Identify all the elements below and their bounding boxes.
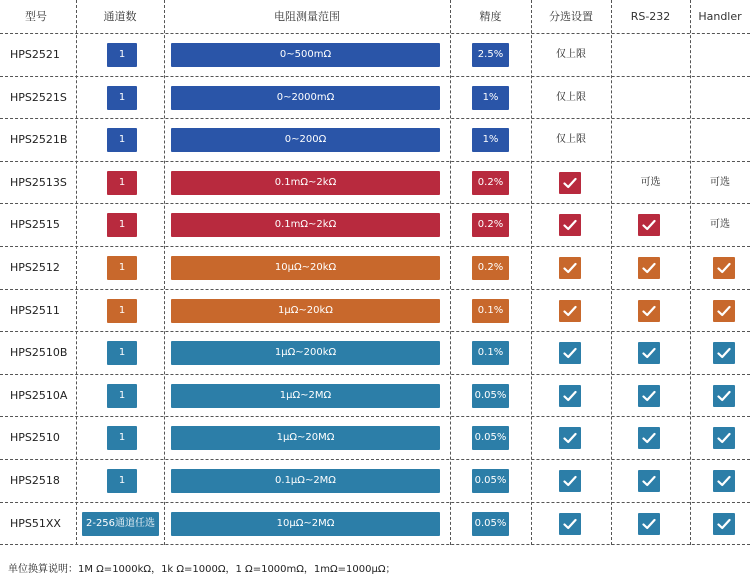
table-row	[0, 204, 750, 246]
unit-conversion-note: 单位换算说明：1M Ω=1000kΩ，1k Ω=1000Ω，1 Ω=1000mΩ，1mΩ=1000μΩ；	[8, 564, 396, 575]
row-divider	[0, 76, 750, 77]
checkmark-icon	[642, 262, 656, 274]
range-bar: 10μΩ~2MΩ	[171, 512, 440, 536]
range-bar: 1μΩ~2MΩ	[171, 384, 440, 408]
accuracy-badge: 0.05%	[472, 426, 509, 450]
accuracy-badge: 0.05%	[472, 384, 509, 408]
checkmark-icon	[563, 518, 577, 530]
header-range: 电阻测量范围	[274, 10, 340, 23]
accuracy-badge: 0.1%	[472, 299, 509, 323]
model-name: HPS2510	[10, 431, 60, 445]
model-name: HPS2513S	[10, 175, 67, 189]
checkmark-icon	[642, 390, 656, 402]
range-bar: 0~2000mΩ	[171, 86, 440, 110]
model-name: HPS2511	[10, 303, 60, 317]
channel-count-badge: 1	[107, 256, 137, 280]
range-bar: 1μΩ~20kΩ	[171, 299, 440, 323]
accuracy-badge: 0.2%	[472, 213, 509, 237]
sorting-checkmark-icon	[559, 427, 581, 449]
column-divider	[164, 0, 165, 545]
checkmark-icon	[642, 347, 656, 359]
checkmark-icon	[642, 475, 656, 487]
channel-count-badge: 1	[107, 469, 137, 493]
column-divider	[76, 0, 77, 545]
model-name: HPS51XX	[10, 516, 61, 530]
rs232-checkmark-icon	[638, 385, 660, 407]
rs232-checkmark-icon	[638, 214, 660, 236]
table-row	[0, 332, 750, 374]
rs232-value: 可选	[640, 176, 661, 188]
channel-count-badge: 1	[107, 341, 137, 365]
accuracy-badge: 0.2%	[472, 256, 509, 280]
handler-checkmark-icon	[713, 342, 735, 364]
checkmark-icon	[642, 305, 656, 317]
sorting-checkmark-icon	[559, 513, 581, 535]
channel-count-badge: 1	[107, 171, 137, 195]
row-divider	[0, 161, 750, 162]
table-row	[0, 375, 750, 417]
accuracy-badge: 0.2%	[472, 171, 509, 195]
accuracy-badge: 0.05%	[472, 469, 509, 493]
checkmark-icon	[717, 305, 731, 317]
accuracy-badge: 1%	[472, 128, 509, 152]
range-bar: 0.1μΩ~2MΩ	[171, 469, 440, 493]
row-divider	[0, 203, 750, 204]
sorting-checkmark-icon	[559, 257, 581, 279]
table-row	[0, 460, 750, 502]
range-bar: 10μΩ~20kΩ	[171, 256, 440, 280]
checkmark-icon	[563, 177, 577, 189]
rs232-checkmark-icon	[638, 300, 660, 322]
row-divider	[0, 502, 750, 503]
handler-checkmark-icon	[713, 427, 735, 449]
range-bar: 1μΩ~200kΩ	[171, 341, 440, 365]
checkmark-icon	[563, 305, 577, 317]
model-name: HPS2521	[10, 48, 60, 61]
row-divider	[0, 416, 750, 417]
channel-count-badge: 1	[107, 299, 137, 323]
column-divider	[690, 0, 691, 545]
model-name: HPS2510A	[10, 388, 68, 402]
header-rs232: RS-232	[630, 10, 671, 23]
table-row	[0, 162, 750, 204]
table-row	[0, 290, 750, 332]
row-divider	[0, 289, 750, 290]
accuracy-badge: 0.05%	[472, 512, 509, 536]
header-accuracy: 精度	[479, 10, 502, 23]
handler-value: 可选	[710, 176, 730, 188]
checkmark-icon	[717, 518, 731, 530]
header-sorting: 分选设置	[549, 10, 593, 23]
rs232-checkmark-icon	[638, 470, 660, 492]
table-row	[0, 503, 750, 545]
checkmark-icon	[563, 432, 577, 444]
handler-checkmark-icon	[713, 513, 735, 535]
header-channels: 通道数	[103, 10, 137, 23]
table-row	[0, 119, 750, 161]
range-bar: 0.1mΩ~2kΩ	[171, 213, 440, 237]
sorting-checkmark-icon	[559, 342, 581, 364]
checkmark-icon	[717, 475, 731, 487]
sorting-checkmark-icon	[559, 172, 581, 194]
rs232-checkmark-icon	[638, 427, 660, 449]
row-divider	[0, 374, 750, 375]
checkmark-icon	[717, 262, 731, 274]
row-divider	[0, 544, 750, 545]
checkmark-icon	[563, 219, 577, 231]
channel-count-badge: 1	[107, 426, 137, 450]
row-divider	[0, 246, 750, 247]
handler-checkmark-icon	[713, 300, 735, 322]
table-row	[0, 77, 750, 119]
sorting-checkmark-icon	[559, 470, 581, 492]
column-divider	[450, 0, 451, 545]
rs232-checkmark-icon	[638, 513, 660, 535]
checkmark-icon	[642, 432, 656, 444]
checkmark-icon	[563, 475, 577, 487]
checkmark-icon	[717, 347, 731, 359]
handler-checkmark-icon	[713, 257, 735, 279]
accuracy-badge: 1%	[472, 86, 509, 110]
model-name: HPS2518	[10, 474, 60, 487]
header-model: 型号	[25, 10, 47, 23]
row-divider	[0, 459, 750, 460]
model-name: HPS2510B	[10, 346, 68, 360]
sorting-checkmark-icon	[559, 300, 581, 322]
channel-count-badge: 1	[107, 128, 137, 152]
model-name: HPS2521S	[10, 90, 67, 104]
header-handler: Handler	[698, 10, 742, 23]
sorting-value: 仅上限	[556, 49, 586, 60]
checkmark-icon	[717, 432, 731, 444]
checkmark-icon	[563, 347, 577, 359]
rs232-checkmark-icon	[638, 257, 660, 279]
accuracy-badge: 2.5%	[472, 43, 509, 67]
channel-count-badge: 2-256通道任选	[82, 512, 159, 536]
sorting-checkmark-icon	[559, 385, 581, 407]
checkmark-icon	[563, 390, 577, 402]
channel-count-badge: 1	[107, 384, 137, 408]
rs232-checkmark-icon	[638, 342, 660, 364]
channel-count-badge: 1	[107, 213, 137, 237]
sorting-value: 仅上限	[556, 134, 586, 146]
model-name: HPS2512	[10, 261, 60, 274]
row-divider	[0, 33, 750, 34]
handler-checkmark-icon	[713, 385, 735, 407]
accuracy-badge: 0.1%	[472, 341, 509, 365]
model-name: HPS2521B	[10, 133, 68, 147]
handler-checkmark-icon	[713, 470, 735, 492]
range-bar: 0~200Ω	[171, 128, 440, 152]
checkmark-icon	[717, 390, 731, 402]
table-row	[0, 247, 750, 289]
column-divider	[611, 0, 612, 545]
handler-value: 可选	[710, 219, 730, 231]
range-bar: 0~500mΩ	[171, 43, 440, 67]
sorting-checkmark-icon	[559, 214, 581, 236]
column-divider	[531, 0, 532, 545]
table-row	[0, 417, 750, 459]
checkmark-icon	[642, 518, 656, 530]
table-row	[0, 34, 750, 76]
range-bar: 1μΩ~20MΩ	[171, 426, 440, 450]
sorting-value: 仅上限	[556, 91, 586, 103]
model-name: HPS2515	[10, 218, 60, 232]
checkmark-icon	[563, 262, 577, 274]
row-divider	[0, 331, 750, 332]
checkmark-icon	[642, 219, 656, 231]
channel-count-badge: 1	[107, 43, 137, 67]
range-bar: 0.1mΩ~2kΩ	[171, 171, 440, 195]
row-divider	[0, 118, 750, 119]
channel-count-badge: 1	[107, 86, 137, 110]
